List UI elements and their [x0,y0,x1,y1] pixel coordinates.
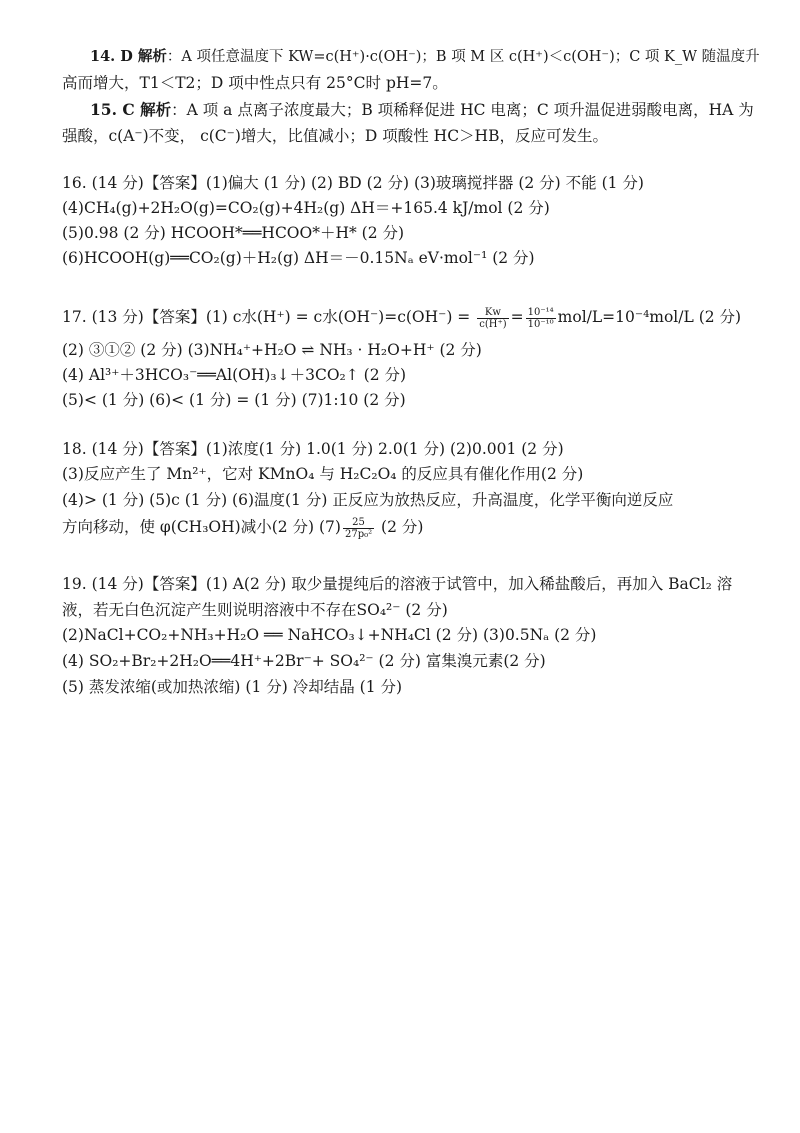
q19-line-5: (5) 蒸发浓缩(或加热浓缩) (1 分) 冷却结晶 (1 分) [62,678,403,696]
q19-line-4: (4) SO₂+Br₂+2H₂O══4H⁺+2Br⁻+ SO₄²⁻ (2 分) 富集溴元素(2 分) [62,652,546,670]
q15-head: 15. C 解析 [90,100,172,119]
q14-line-2: 高而增大，T1＜T2；D 项中性点只有 25°C时 pH=7。 [62,74,448,92]
q18-frac-den: 27p₀² [344,528,373,540]
q18-line-3: (4)> (1 分) (5)c (1 分) (6)温度(1 分) 正反应为放热反应，升高温度，化学平衡向逆反应 [62,491,674,509]
q17-eq: = [510,308,524,326]
q18-frac-num: 25 [343,517,374,529]
q19-line-1: 19. (14 分)【答案】(1) A(2 分) 取少量提纯后的溶液于试管中，加入稀盐酸后，再加入 BaCl₂ 溶 [62,575,733,593]
q14-line-1 [90,46,760,68]
q15-text-1: ：A 项 a 点离子浓度最大；B 项稀释促进 HC 电离；C 项升温促进弱酸电离，HA 为 [171,101,754,119]
q17-frac1-den: c(H⁺) [479,318,507,330]
q18-fraction [343,517,374,540]
q14-head: 14. D 解析 [90,48,167,65]
q17-line-1 [62,306,741,328]
q17-fraction-kw [477,307,508,330]
q17-fraction-power [526,307,556,330]
q17-line-2: (2) ③①② (2 分) (3)NH₄⁺+H₂O ⇌ NH₃ · H₂O+H⁺ (2 分) [62,341,482,359]
q16-line-1: 16. (14 分)【答案】(1)偏大 (1 分) (2) BD (2 分) (3)玻璃搅拌器 (2 分) 不能 (1 分) [62,174,644,192]
q17-frac1-num: Kw [477,307,508,319]
q18-line-1: 18. (14 分)【答案】(1)浓度(1 分) 1.0(1 分) 2.0(1 分) (2)0.001 (2 分) [62,440,564,458]
q18-text-pre: 方向移动，使 φ(CH₃OH)减小(2 分) (7) [62,518,341,536]
q17-frac2-num: 10⁻¹⁴ [527,306,554,318]
q18-text-post: (2 分) [376,518,424,536]
q17-frac2-den: 10⁻¹⁰ [527,318,554,330]
q17-text-pre: 17. (13 分)【答案】(1) c水(H⁺) = c水(OH⁻)=c(OH⁻) = [62,308,471,326]
q16-line-2: (4)CH₄(g)+2H₂O(g)=CO₂(g)+4H₂(g) ΔH＝+165.4 kJ/mol (2 分) [62,199,550,217]
q17-text-post: mol/L=10⁻⁴mol/L (2 分) [557,308,742,326]
q17-line-3: (4) Al³⁺＋3HCO₃⁻══Al(OH)₃↓＋3CO₂↑ (2 分) [62,366,407,384]
q19-line-3: (2)NaCl+CO₂+NH₃+H₂O ══ NaHCO₃↓+NH₄Cl (2 分) (3)0.5Nₐ (2 分) [62,626,597,644]
q18-line-2: (3)反应产生了 Mn²⁺，它对 KMnO₄ 与 H₂C₂O₄ 的反应具有催化作用(2 分) [62,465,584,483]
q19-line-2: 液，若无白色沉淀产生则说明溶液中不存在SO₄²⁻ (2 分) [62,601,448,619]
q15-line-1 [90,99,754,121]
q15-line-2: 强酸，c(A⁻)不变， c(C⁻)增大，比值减小；D 项酸性 HC＞HB，反应可发生。 [62,127,608,145]
q18-line-4 [62,516,423,538]
q14-text-1: ：A 项任意温度下 KW=c(H⁺)·c(OH⁻)；B 项 M 区 c(H⁺)＜c(OH⁻)；C 项 K_W 随温度升 [166,49,760,65]
q16-line-3: (5)0.98 (2 分) HCOOH*══HCOO*＋H* (2 分) [62,224,405,242]
q16-line-4: (6)HCOOH(g)══CO₂(g)＋H₂(g) ΔH＝－0.15Nₐ eV·mol⁻¹ (2 分) [62,249,535,267]
q17-line-4: (5)< (1 分) (6)< (1 分) = (1 分) (7)1:10 (2 分) [62,391,406,409]
